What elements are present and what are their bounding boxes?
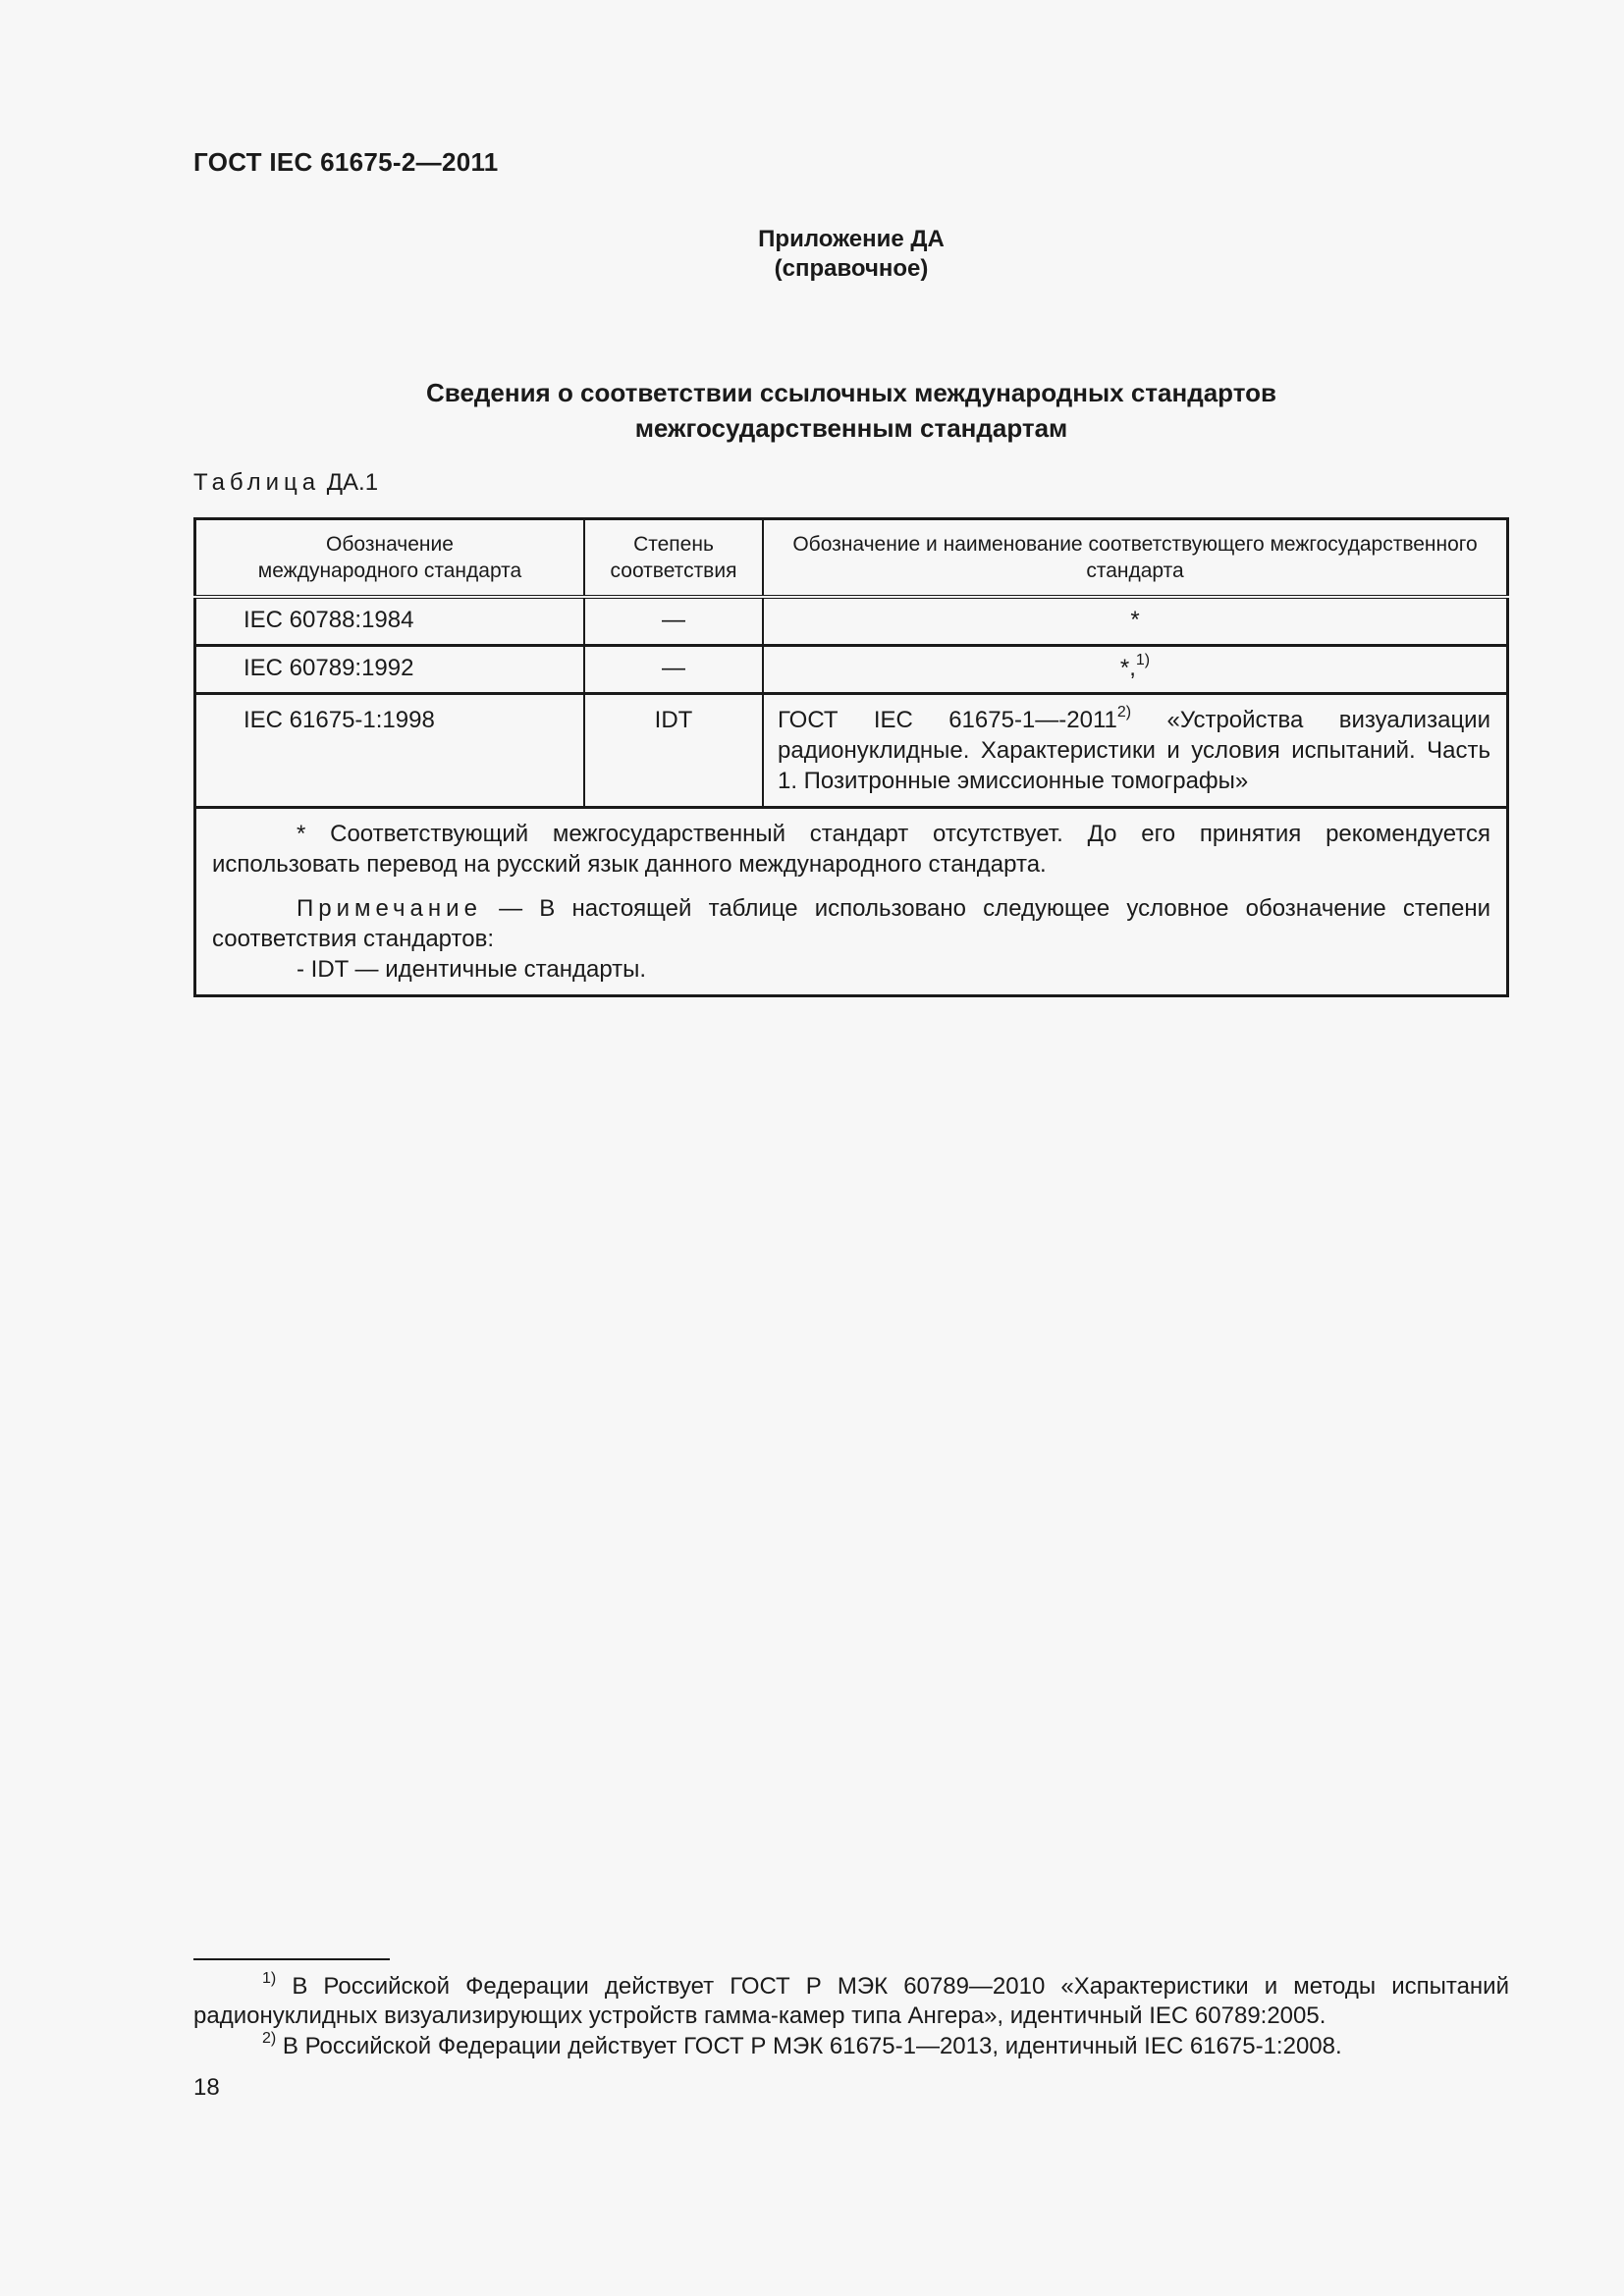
document-header: ГОСТ IEC 61675-2—2011 bbox=[193, 147, 499, 177]
footnote-2 bbox=[193, 2032, 1509, 2061]
appendix-subtitle: (справочное) bbox=[774, 255, 929, 282]
footnote-2-text: В Российской Федерации действует ГОСТ Р МЭК 61675-1—2013, идентичный IEC 61675-1:2008. bbox=[276, 2033, 1342, 2059]
table-header-row bbox=[195, 519, 1508, 598]
asterisk-note: * Соответствующий межгосударственный стандарт отсутствует. До его принятия рекомендуется использовать перевод на русский язык данного международного стандарта. bbox=[212, 821, 1490, 878]
cell-intl: IEC 60789:1992 bbox=[195, 646, 585, 694]
header-intl-standard bbox=[195, 519, 585, 598]
footnote-1-text: В Российской Федерации действует ГОСТ Р МЭК 60789—2010 «Характеристики и методы испытаний радионуклидных визуализирующих устройств гамма-камер типа Ангера», идентичный IEC 60789:2005. bbox=[193, 1973, 1509, 2029]
table-notes bbox=[195, 808, 1508, 996]
header-national-line1: Обозначение и наименование соответствующего межгосударственного bbox=[792, 533, 1478, 556]
cell-national-text: *, bbox=[1119, 655, 1136, 681]
cell-national: * bbox=[763, 597, 1508, 646]
footnote-1-mark: 1) bbox=[262, 1970, 277, 1987]
appendix-heading bbox=[193, 225, 1509, 284]
section-title-line1: Сведения о соответствии ссылочных международных стандартов bbox=[426, 378, 1276, 407]
footnote-2-mark: 2) bbox=[262, 2030, 277, 2047]
table-label-word: Таблица bbox=[193, 469, 321, 496]
footnote-divider bbox=[193, 1958, 390, 1960]
table-note bbox=[212, 893, 1490, 954]
footnote-ref-2[interactable]: 2) bbox=[1116, 704, 1132, 721]
cell-national bbox=[763, 694, 1508, 808]
note-text: — В настоящей таблице использовано следующее условное обозначение степени соответствия стандартов: bbox=[212, 895, 1490, 952]
table-row bbox=[195, 646, 1508, 694]
footnote-ref-1[interactable]: 1) bbox=[1135, 652, 1151, 668]
table-row bbox=[195, 694, 1508, 808]
note-word: Примечание bbox=[297, 895, 482, 922]
cell-national bbox=[763, 646, 1508, 694]
section-title-line2: межгосударственным стандартам bbox=[634, 413, 1068, 443]
header-degree-line2: соответствия bbox=[610, 560, 737, 582]
section-title bbox=[193, 375, 1509, 446]
header-national-line2: стандарта bbox=[1086, 560, 1184, 582]
cell-national-name: «Устройства визуализации радионуклидные. Характеристики и условия испытаний. Часть 1. Позитронные эмиссионные томографы» bbox=[778, 707, 1490, 794]
cell-national-code: ГОСТ IEC 61675-1—-2011 bbox=[778, 707, 1117, 733]
cell-degree: IDT bbox=[584, 694, 763, 808]
table-label bbox=[193, 469, 378, 497]
cell-intl: IEC 61675-1:1998 bbox=[195, 694, 585, 808]
header-degree-line1: Степень bbox=[633, 533, 714, 556]
header-intl-line1: Обозначение bbox=[326, 533, 454, 556]
standards-table bbox=[193, 517, 1509, 997]
header-intl-line2: международного стандарта bbox=[257, 560, 522, 582]
header-national-standard bbox=[763, 519, 1508, 598]
table-row bbox=[195, 597, 1508, 646]
cell-intl: IEC 60788:1984 bbox=[195, 597, 585, 646]
table-notes-row bbox=[195, 808, 1508, 996]
cell-degree: — bbox=[584, 597, 763, 646]
footnote-1 bbox=[193, 1972, 1509, 2031]
appendix-title: Приложение ДА bbox=[758, 226, 945, 252]
cell-degree: — bbox=[584, 646, 763, 694]
header-degree bbox=[584, 519, 763, 598]
note-item: - IDT — идентичные стандарты. bbox=[297, 956, 647, 983]
page-number: 18 bbox=[193, 2074, 220, 2101]
table-label-number: ДА.1 bbox=[326, 469, 379, 496]
